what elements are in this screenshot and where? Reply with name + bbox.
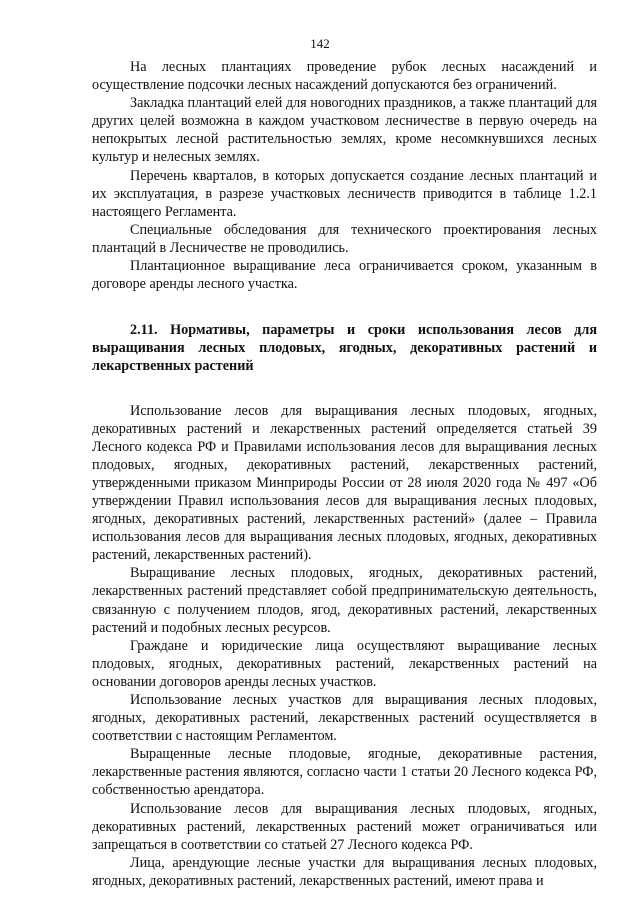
paragraph: Перечень кварталов, в которых допускается создание лесных плантаций и их эксплуатация, в разрезе участковых лесничеств приводится в таблице 1.2.1 настоящего Регламента. <box>92 167 597 220</box>
paragraph: Использование лесов для выращивания лесных плодовых, ягодных, декоративных растений, лекарственных растений может ограничиваться или запрещаться в соответствии со статьей 27 Лесного кодекса РФ. <box>92 800 597 853</box>
paragraph: Специальные обследования для технического проектирования лесных плантаций в Лесничестве не проводились. <box>92 221 597 256</box>
paragraph: Использование лесных участков для выращивания лесных плодовых, ягодных, декоративных растений, лекарственных растений осуществляется в соответствии с настоящим Регламентом. <box>92 692 597 745</box>
paragraph: Выращивание лесных плодовых, ягодных, декоративных растений, лекарственных растений представляет собой предпринимательскую деятельность, связанную с получением плодов, ягод, декоративных растений, лекарственных растений и подобных лесных ресурсов. <box>92 565 597 636</box>
document-body <box>92 58 597 890</box>
paragraph: На лесных плантациях проведение рубок лесных насаждений и осуществление подсочки лесных насаждений допускаются без ограничений. <box>92 59 597 94</box>
paragraph: Граждане и юридические лица осуществляют выращивание лесных плодовых, ягодных, декоративных растений, лекарственных растений на основании договоров аренды лесных участков. <box>92 637 597 690</box>
paragraph: Лица, арендующие лесные участки для выращивания лесных плодовых, ягодных, декоративных растений, лекарственных растений, имеют права и <box>92 854 597 889</box>
paragraph: Закладка плантаций елей для новогодних праздников, а также плантаций для других целей возможна в каждом участковом лесничестве в первую очередь на непокрытых лесной растительностью землях, кроме несомкнувшихся лесных культур и нелесных землях. <box>92 95 597 166</box>
section-heading: 2.11. Нормативы, параметры и сроки использования лесов для выращивания лесных плодовых, ягодных, декоративных растений и лекарственных растений <box>92 322 597 375</box>
page-number: 142 <box>310 36 330 51</box>
paragraph: Выращенные лесные плодовые, ягодные, декоративные растения, лекарственные растения являются, согласно части 1 статьи 20 Лесного кодекса РФ, собственностью арендатора. <box>92 746 597 799</box>
paragraph: Плантационное выращивание леса ограничивается сроком, указанным в договоре аренды лесного участка. <box>92 258 597 293</box>
paragraph: Использование лесов для выращивания лесных плодовых, ягодных, декоративных растений и лекарственных растений определяется статьей 39 Лесного кодекса РФ и Правилами использования лесов для выращивания лесных плодовых, ягодных, декоративных растений, лекарственных растений, утвержденными приказом Минприроды России от 28 июля 2020 года № 497 «Об утверждении Правил использования лесов для выращивания лесных плодовых, ягодных, декоративных растений, лекарственных растений» (далее – Правила использования лесов для выращивания лесных плодовых, ягодных, декоративных растений, лекарственных растений). <box>92 402 597 564</box>
